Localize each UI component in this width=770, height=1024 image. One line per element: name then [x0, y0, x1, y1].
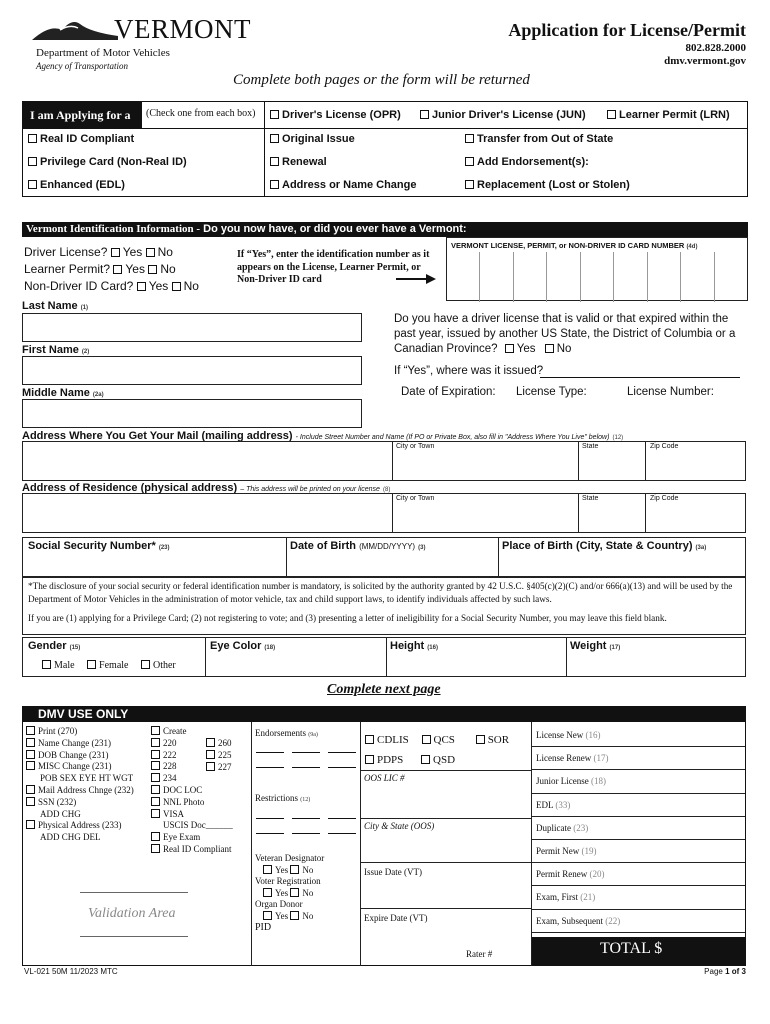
endorsement-lines[interactable] [256, 752, 356, 768]
fee-table [532, 724, 745, 933]
option-address-change[interactable]: Address or Name Change [270, 179, 416, 191]
checkbox[interactable] [111, 248, 120, 257]
checkbox[interactable] [28, 157, 37, 166]
logo-text: VERMONT [114, 14, 251, 44]
option-add-endorsement[interactable]: Add Endorsement(s): [465, 156, 589, 168]
where-issued-input[interactable] [540, 377, 740, 378]
expiration-label: Date of Expiration: [401, 386, 496, 398]
checkbox[interactable] [607, 110, 616, 119]
mailing-address-input[interactable] [22, 441, 746, 481]
option-enhanced[interactable]: Enhanced (EDL) [28, 179, 125, 191]
mountain-logo-icon [30, 14, 120, 44]
vt-id-number-label: VERMONT LICENSE, PERMIT, or NON-DRIVER ID CARD NUMBER [451, 241, 685, 250]
pob-label: Place of Birth (City, State & Country) (3a) [502, 540, 707, 552]
license-type-label: License Type: [516, 386, 587, 398]
checkbox[interactable] [87, 660, 96, 669]
gender-female: Female [99, 660, 129, 671]
dept-name: Department of Motor Vehicles [36, 47, 170, 59]
vt-id-bar [22, 222, 748, 237]
checkbox[interactable] [146, 248, 155, 257]
checkbox[interactable] [148, 265, 157, 274]
dob-input[interactable] [288, 553, 496, 575]
agency-name: Agency of Transportation [36, 61, 128, 71]
checkbox[interactable] [465, 134, 474, 143]
phone-number: 802.828.2000 [685, 42, 746, 54]
option-real-id[interactable]: Real ID Compliant [28, 133, 134, 145]
license-number-label: License Number: [627, 386, 714, 398]
restriction-lines[interactable] [256, 818, 356, 834]
fee-row: License New (16) [532, 724, 745, 747]
dmv-col1: Print (270) Name Change (231) DOB Change (231) MISC Change (231) POB SEX EYE HT WGT Mail Address Chnge (232) SSN (232) ADD CHG Physical Address (233) ADD CHG DEL [26, 726, 134, 844]
expire-date-label: Expire Date (VT) [364, 913, 428, 923]
checkbox[interactable] [545, 344, 554, 353]
vt-id-label: Vermont Identification Information - [26, 223, 201, 235]
dmv-use-only-bar [22, 706, 746, 722]
q-non-driver-id: Non-Driver ID Card? Yes No [24, 279, 199, 293]
rater-label: Rater # [466, 949, 493, 959]
validation-area: Validation Area [88, 906, 176, 921]
dmv-designations: Veteran Designator Yes No Voter Registration Yes No Organ Donor Yes No PID [255, 853, 325, 933]
dob-label: Date of Birth (MM/DD/YYYY) (3) [290, 540, 426, 552]
complete-next-page: Complete next page [327, 682, 441, 697]
option-junior-license[interactable]: Junior Driver's License (JUN) [420, 109, 586, 121]
fee-row: Exam, Subsequent (22) [532, 910, 745, 933]
q-learner-permit: Learner Permit? Yes No [24, 262, 176, 276]
fee-row: Exam, First (21) [532, 886, 745, 909]
option-learner-permit[interactable]: Learner Permit (LRN) [607, 109, 730, 121]
gender-other: Other [152, 660, 176, 671]
weight-label: Weight (17) [570, 640, 621, 652]
endorsements-label: Endorsements (9a) [255, 728, 318, 738]
dmv-title: DMV USE ONLY [38, 707, 129, 721]
residence-address-input[interactable] [22, 493, 746, 533]
checkbox[interactable] [465, 180, 474, 189]
checkbox[interactable] [270, 157, 279, 166]
last-name-label: Last Name (1) [22, 300, 89, 312]
mailing-state-label: State [582, 443, 599, 450]
page-indicator: Page 1 of 3 [704, 967, 746, 976]
city-state-oos-label: City & State (OOS) [364, 821, 435, 831]
fee-row: Permit Renew (20) [532, 863, 745, 886]
total-box [532, 937, 746, 965]
applying-hint: (Check one from each box) [146, 108, 256, 119]
checkbox[interactable] [505, 344, 514, 353]
mailing-address-label: Address Where You Get Your Mail (mailing address) - Include Street Number and Name (If PO or Private Box, also fill in "Address Where You Live" below) (12) [22, 430, 624, 442]
gender-male: Male [54, 660, 75, 671]
option-transfer[interactable]: Transfer from Out of State [465, 133, 613, 145]
if-yes-instructions: If “Yes”, enter the identification number as it appears on the License, Learner Permit, or Non-Driver ID card [237, 249, 430, 285]
option-original-issue[interactable]: Original Issue [270, 133, 355, 145]
ssn-label: Social Security Number* (23) [28, 540, 170, 552]
other-state-question: Do you have a driver license that is valid or that expired within the past year, issued by another US State, the District of Columbia or a Canadian Province? Yes No [394, 313, 736, 355]
eye-color-label: Eye Color (18) [210, 640, 276, 652]
disclosure-text: *The disclosure of your social security or federal identification number is mandatory, is solicited by the authority granted by 42 U.S.C. §405(c)(2)(C) and/or 666(a)(13) and will be used by the Department of Motor Vehicles in the administration of motor vehicle, tax and child support laws, to identify individuals affected by such laws. [28, 581, 733, 604]
residence-zip-label: Zip Code [650, 495, 679, 502]
height-label: Height (16) [390, 640, 438, 652]
checkbox[interactable] [420, 110, 429, 119]
checkbox[interactable] [28, 134, 37, 143]
checkbox[interactable] [113, 265, 122, 274]
vt-id-question: Do you now have, or did you ever have a Vermont: [203, 223, 467, 235]
mailing-zip-label: Zip Code [650, 443, 679, 450]
fee-row: Junior License (18) [532, 770, 745, 793]
q-driver-license: Driver License? Yes No [24, 245, 173, 259]
checkbox[interactable] [42, 660, 51, 669]
middle-name-label: Middle Name (2a) [22, 387, 104, 399]
residence-city-label: City or Town [396, 495, 435, 502]
checkbox[interactable] [270, 134, 279, 143]
fee-row: Permit New (19) [532, 840, 745, 863]
checkbox[interactable] [141, 660, 150, 669]
option-replacement[interactable]: Replacement (Lost or Stolen) [465, 179, 630, 191]
gender-label: Gender (15) [28, 640, 81, 652]
checkbox[interactable] [465, 157, 474, 166]
fee-row: License Renew (17) [532, 747, 745, 770]
residence-address-label: Address of Residence (physical address) – This address will be printed on your license (8) [22, 482, 391, 494]
vermont-logo [30, 12, 250, 48]
website[interactable]: dmv.vermont.gov [664, 55, 746, 67]
mailing-city-label: City or Town [396, 443, 435, 450]
applying-label: I am Applying for a [22, 101, 142, 129]
middle-name-input[interactable] [22, 399, 362, 428]
first-name-input[interactable] [22, 356, 362, 385]
field-code: (4d) [686, 244, 698, 250]
dmv-col3: 260 225 227 [206, 738, 232, 773]
fee-row: EDL (33) [532, 794, 745, 817]
issue-date-label: Issue Date (VT) [364, 867, 422, 877]
form-id: VL-021 50M 11/2023 MTC [24, 967, 118, 976]
arrow-right-icon [396, 274, 436, 287]
checkbox[interactable] [28, 180, 37, 189]
pob-input[interactable] [500, 553, 744, 575]
first-name-label: First Name (2) [22, 344, 90, 356]
checkbox[interactable] [270, 110, 279, 119]
residence-state-label: State [582, 495, 599, 502]
fee-row: Duplicate (23) [532, 817, 745, 840]
physical-row [22, 637, 746, 677]
disclosure-exception: If you are (1) applying for a Privilege Card; (2) not registering to vote; and (3) presenting a letter of ineligibility for a Social Security Number, you may leave this field blank. [28, 613, 667, 623]
option-privilege-card[interactable]: Privilege Card (Non-Real ID) [28, 156, 187, 168]
checkbox[interactable] [137, 282, 146, 291]
option-drivers-license[interactable]: Driver's License (OPR) [270, 109, 401, 121]
vt-id-number-box[interactable] [446, 237, 748, 301]
oos-label: OOS LIC # [364, 773, 405, 783]
validation-bottom-line [80, 936, 188, 937]
gender-options [42, 660, 176, 671]
ssn-input[interactable] [24, 553, 284, 575]
dmv-col2: Create 220 222 228 234 DOC LOC NNL Photo VISA USCIS Doc______ Eye Exam Real ID Compliant [151, 726, 233, 856]
form-title: Application for License/Permit [508, 20, 746, 40]
checkbox[interactable] [172, 282, 181, 291]
total-label: TOTAL $ [600, 940, 663, 957]
validation-top-line [80, 892, 188, 893]
checkbox[interactable] [270, 180, 279, 189]
last-name-input[interactable] [22, 313, 362, 342]
option-renewal[interactable]: Renewal [270, 156, 327, 168]
where-issued-label: If “Yes”, where was it issued? [394, 365, 544, 377]
dmv-codes: CDLIS QCS SOR PDPS QSD [365, 730, 509, 770]
restrictions-label: Restrictions (12) [255, 793, 311, 803]
return-notice: Complete both pages or the form will be returned [233, 72, 530, 88]
